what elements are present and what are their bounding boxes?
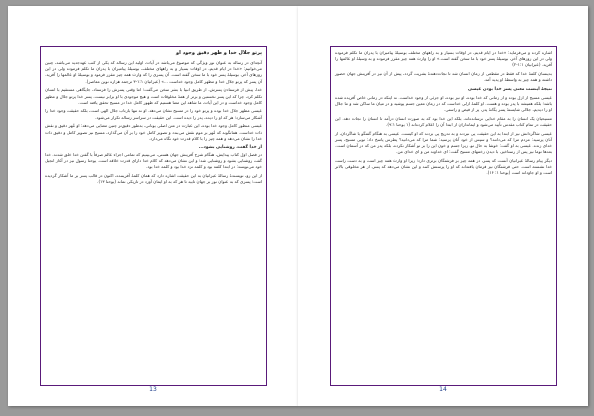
right-page — [298, 6, 588, 406]
text-frame — [40, 46, 267, 386]
paragraph: در فصل اول کتاب پیدایش، هنگام شرح آفرینش جهان هستی، می‌بینیم که تمامی اجزاء عالم صرفاً با گفتن خدا خلق شدند. خدا گفت روشنایی بشود و روشنایی شد؛ و این نشان می‌دهد که کلام خدا دارای قدرت خلاقه است. یوحنا رسول نیز در آغاز انجیل خود می‌نویسد: در ابتدا کلمه بود و کلمه نزد خدا بود و کلمه خدا بود. — [45, 151, 262, 170]
left-page — [8, 6, 298, 406]
page-content — [41, 47, 266, 191]
paragraph: بدینسان کلمهٔ خدا که فقط در مقطعی از زمان انسان شد تا نجات‌دهندهٔ بشریت گردد، پیش از آن نیز در آفرینش جهان حضور داشته و همه چیز به واسطهٔ او پدید آمد. — [335, 71, 552, 83]
paragraph: عیسی مظهر جلال خدا بوده و پرتو خود را در مسیح نشان می‌دهد. او نه تنها بازتاب جلال الهی است، بلکه حقیقت وجود خدا را آشکار می‌سازد؛ هر که او را دیده، پدر را دیده است. این حقیقت در سراسر رساله تکرار می‌شود. — [45, 108, 262, 120]
subheading: نتیجهٔ اینست معنی پسر خدا بودن عیسی — [467, 86, 552, 92]
paragraph: از این رو، نویسندهٔ رسالهٔ عبرانیان به این حقیقت اشاره دارد که همان کلمهٔ آفریننده، اکنون در قالب پسر بر ما آشکار گردیده است؛ پسری که به عنوان نور بر جهان تابید تا هر که به او ایمان آورد در تاریکی نماند (یوحنا ۱۳). — [45, 173, 262, 185]
paragraph: خدا، پیش از فرستادن پسرش، از طریق انبیا با بشر سخن می‌گفت؛ اما وقتی پسرش را فرستاد، جایگاهی مستقیم با انسان تکلم کرد، چرا که این پسر نخستین و برتر از همهٔ مخلوقات است و هیچ موجودی با او برابر نیست. پسر خدا پرتو جلال و مظهر کامل وجود خداست و در این آیات، ما شاهد این معنا هستیم که ظهور کامل خدا در مسیح تحقق یافته است. — [45, 87, 262, 105]
paragraph: دیگر پیام رسالهٔ عبرانیان آنست که پسر، در همه چیز بر فرشتگان برتری دارد؛ زیرا او وارث همه چیز است و به دست راست خدا نشسته است. حتی فرشتگان نیز فرمان یافته‌اند که او را پرستش کنند و این نشان می‌دهد که پسر، از هر مخلوقی بالاتر است و او جاودانه است (یوحنا ۱: ۱۶). — [335, 158, 552, 176]
paragraph: آنچه‌ای در رساله به عنوان نور ویژگی که موضوع می‌باشد در آیات، اولیه این رساله که یکی از کتب عهدجدید می‌باشد، چنین می‌خوانیم: «خدا در ایام قدیم، در اوقات بسیار و به راههای مختلف، بوسیلهٔ پیامبران با پدران ما تکلم فرموده ولی در این روزهای آخر، بوسیلهٔ پسر خود با ما سخن گفته است. آن پسری را که وارث همه چیز مقرر فرمود و بوسیلهٔ او عالمها را آفرید. آن پسر که پرتو جلال خدا و مظهر کامل وجود خداست ...» (عبرانیان ۱:۱-۳ ترجمه هزاره نوین معاصر). — [45, 60, 262, 84]
paragraph: عیسی مسیح از ازل بوده و از زمانی که خدا بوده، او نیز بوده، او جزئی از وجود خداست. نه اینکه در زمانی خاص آفریده شده باشد؛ بلکه همیشه با پدر بوده و هست. او کلمهٔ ازلی خداست که در زمان معین جسم پوشید و در میان ما ساکن شد و ما جلال او را دیدیم، جلالی شایستهٔ پسر یگانهٔ پدر، پر از فیض و راستی. — [335, 94, 552, 113]
page-number: 14 — [439, 386, 447, 393]
text-frame — [330, 46, 557, 386]
page-content — [331, 47, 556, 182]
page-number: 13 — [149, 386, 157, 393]
section-title: پرتو جلال خدا و ظهر دقیق وجود او — [176, 50, 262, 56]
subheading: از خدا گفت، روشنایی بشود... — [198, 144, 262, 150]
paragraph: اشاره کرده و می‌فرماید: «خدا در ایام قدیم، در اوقات بسیار و به راههای مختلف بوسیلهٔ پیامبران با پدران ما تکلم فرموده ولی در این روزهای آخر، بوسیلهٔ پسر خود با ما سخن گفته است.» او را وارث همه چیز مقرر فرموده و به وسیلهٔ او عالمها را آفرید. (عبرانیان ۱:۱-۲) — [335, 50, 552, 68]
paragraph: عیسی شاگردانش نیز از ابتدا به این حقیقت پی نبردند و به تدریج پی بردند که او کیست. عیسی به هنگام گفتگو با شاگردان، از آنان پرسید: مردم مرا که می‌دانند؟ و سپس از خود آنان پرسید: شما مرا که می‌دانید؟ پطرس پاسخ داد: تویی مسیح، پسر خدای زنده. عیسی به او گفت: خوشا به حال تو، زیرا جسم و خون این را بر تو آشکار نکرده، بلکه پدر من که در آسمان است. بعدها توما نیز پس از رستاخیز، با دیدن زخمهای مسیح گفت: ای خداوند من و ای خدای من. — [335, 130, 552, 155]
paragraph: مسیحیان یک انسان را به مقام خدایی نرسانده‌اند، بلکه این خدا بود که به صورت انسان درآمد تا انسان را نجات دهد. این حقیقت در تمام کتاب مقدس تأیید می‌شود و ایمانداران از ابتدا آن را اعلام کرده‌اند (۱ یوحنا ۹:۱). — [335, 115, 552, 128]
paragraph: عیسی منظور کامل وجود خدا بوده، این عبارت در متن اصلی یونانی، به‌طور دقیق‌تر چنین معنایی می‌دهد: او مُهر دقیق و نقش ذات خداست. همانگونه که مُهر بر موم نقش می‌بندد و تصویر کامل خود را بر آن می‌گذارد، مسیح نیز تصویر کامل و دقیق ذات خدا را نشان می‌دهد و همه چیز را با کلام قدرت خود نگاه می‌دارد. — [45, 123, 262, 141]
